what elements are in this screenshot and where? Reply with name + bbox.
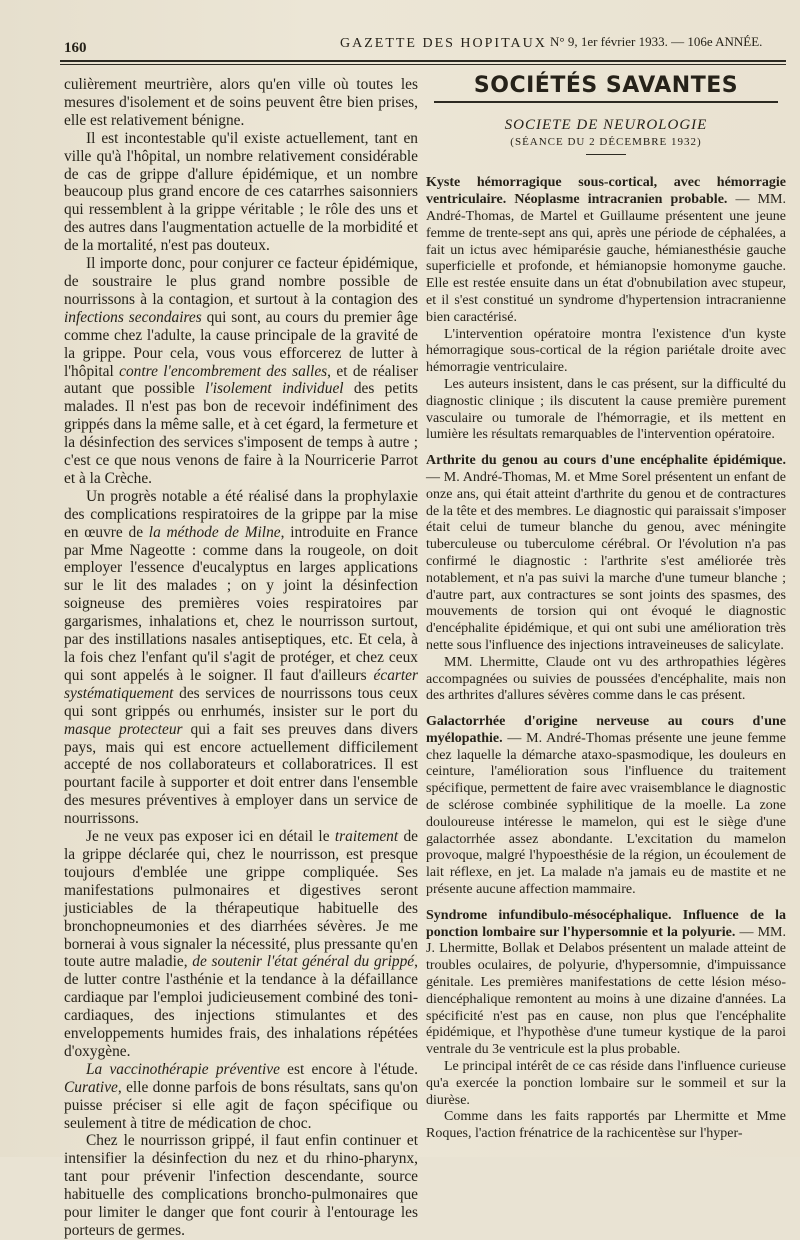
society-name: SOCIETE DE NEUROLOGIE xyxy=(504,116,708,133)
paragraph: Les auteurs insistent, dans le cas présent, sur la difficulté du diagnostic clinique ; ils discutent la cause première purement vasculaire ou tumorale de l'hémorragie, et ils mettent en lumière les résultats remarquables de l'intervention opératoire. xyxy=(426,376,786,443)
section-heading: SOCIÉTÉS SAVANTES xyxy=(473,73,739,98)
running-header xyxy=(0,0,800,58)
paragraph: culièrement meurtrière, alors qu'en ville où toutes les mesures d'isolement et de soins peuvent être bien prises, elle est relativement bénigne. xyxy=(64,76,418,129)
paragraph: MM. Lhermitte, Claude ont vu des arthropathies légères accompagnées ou suivies de poussées d'encéphalite, mais non des arthrites d'allures sévères comme dans le cas présent. xyxy=(426,654,786,704)
paragraph: Kyste hémorragique sous-cortical, avec hémorragie ventriculaire. Néoplasme intracranien probable. — MM. André-Thomas, de Martel et Guillaume présentent une jeune femme de trente-sept ans qui, après une période de céphalées, a fait un ictus avec hémiparésie gauche, hémianesthésie gauche superficielle et profonde, et hémianopsie homonyme gauche. Elle est restée ensuite dans un état d'obnubilation avec stupeur, et il s'est constitué un syndrome d'hypertension intracranienne bien caractérisé. xyxy=(426,175,786,325)
issue-info: N° 9, 1er février 1933. — 106e ANNÉE. xyxy=(550,34,763,49)
paragraph: Il est incontestable qu'il existe actuellement, tant en ville qu'à l'hôpital, un nombre relativement considérable de cas de grippe d'allure épidémique, et un nombre beaucoup plus grand encore de ces catarrhes saisonniers qui ressemblent à la grippe véritable ; le rôle des uns et des autres dans l'augmentation actuelle de la morbidité et de la mortalité, n'est pas douteux. xyxy=(64,129,418,255)
paragraph: Je ne veux pas exposer ici en détail le traitement de la grippe déclarée qui, chez le nourrisson, est presque toujours d'emblée une grippe compliquée. Ses manifestations pulmonaires et digestives seront justiciables de la thérapeutique habituelle des bronchopneumonies et des diarrhées sévères. Je me bornerai à vous signaler la nécessité, plus pressante qu'en toute autre maladie, de soutenir l'état général du grippé, de lutter contre l'asthénie et la tendance à la défaillance cardiaque par l'emploi judicieusement combiné des toni-cardiaques, des injections stimulantes et des enveloppements humides frais, des inhalations répétées d'oxygène. xyxy=(64,828,419,1060)
journal-title: GAZETTE DES HOPITAUX xyxy=(340,36,547,51)
page-number: 160 xyxy=(64,40,87,56)
paragraph: Le principal intérêt de ce cas réside dans l'influence curieuse qu'a exercée la ponction lombaire sur le sommeil et sur la diurèse. xyxy=(426,1059,786,1108)
short-rule xyxy=(586,154,626,155)
header-rule-thin xyxy=(60,64,786,65)
paragraph: Un progrès notable a été réalisé dans la prophylaxie des complications respiratoires de la grippe par la mise en œuvre de la méthode de Milne, introduite en France par Mme Nageotte : comme dans la rougeole, on doit employer l'essence d'eucalyptus en larges applications sur le lit des malades ; on y joint la désinfection soigneuse des premières voies respiratoires par gargarismes, inhalations et, chez le nourrisson surtout, par des instillations nasales antiseptiques, etc. Et cela, à la fois chez l'enfant qu'il s'agit de protéger, et chez ceux qui sont appelés à le soigner. Il faut d'ailleurs écarter systématiquement des services de nourrissons tous ceux qui sont grippés ou enrhumés, insister sur le port du masque protecteur qui a fait ses preuves dans divers pays, mais qui est encore actuellement difficilement accepté de nos collaborateurs et collaboratrices. Il est pourtant facile à supporter et doit entrer dans l'ensemble des mesures préventives à employer dans un service de nourrissons. xyxy=(64,487,418,828)
session-date: (SÉANCE DU 2 DÉCEMBRE 1932) xyxy=(510,135,702,148)
paragraph: Il importe donc, pour conjurer ce facteur épidémique, de soustraire le plus grand nombre possible de nourrissons à la contagion, et surtout à la contagion des infections secondaires qui sont, au cours du premier âge comme chez l'adulte, la cause principale de la gravité de la grippe. Pour cela, vous vous efforcerez de lutter à l'hôpital contre l'encombrement des salles, et de réaliser autant que possible l'isolement individuel des petits malades. Il n'est pas bon de recevoir indéfiniment des grippés dans la même salle, et à cet égard, la fermeture et la désinfection des services s'imposent de temps à autre ; c'est ce que nous venons de faire à la Nourricerie Parrot et à la Crèche. xyxy=(64,255,418,487)
right-column xyxy=(426,73,787,1143)
section-rule xyxy=(434,101,778,103)
paragraph: Arthrite du genou au cours d'une encéphalite épidémique. — M. André-Thomas, M. et Mme Sorel présentent un enfant de onze ans, qui était atteint d'arthrite du genou et de contractures de la tête et des membres. Le diagnostic qui paraissait s'imposer était celui de tumeur blanche du genou, avec méningite tuberculeuse ou tuberculome cérébral. Or l'évolution n'a pas confirmé le diagnostic : l'arthrite s'est améliorée très notablement, et n'a pas suivi la marche d'une tumeur blanche ; d'autre part, aux contractures se sont joints des spasmes, des mouvements de torsion qui ont évoqué le diagnostic d'encéphalite épidémique, et qui ont subi une amélioration très nette sous l'influence des injections intraveineuses de salicylate. xyxy=(426,453,786,653)
header-rule xyxy=(60,60,786,62)
paragraph: Chez le nourrisson grippé, il faut enfin continuer et intensifier la désinfection du nez et du rhino-pharynx, tant pour prévenir l'infection descendante, source habituelle des complications broncho-pulmonaires que pour limiter le danger que font courir à l'entourage les porteurs de germes. xyxy=(64,1132,418,1239)
paragraph: L'intervention opératoire montra l'existence d'un kyste hémorragique sous-cortical de la région pariétale droite avec hémorragie ventriculaire. xyxy=(426,326,786,376)
paragraph: Syndrome infundibulo-mésocéphalique. Influence de la ponction lombaire sur l'hypersomnie et la polyurie. — MM. J. Lhermitte, Bollak et Delabos présentent un malade atteint de troubles oculaires, de polyurie, d'hypersomnie, d'impuissance génitale. Les premières manifestations de cette lésion méso-diencéphalique remontent au moins à une dizaine d'années. La spécificité n'est pas en cause, non plus que l'encéphalite épidémique, et l'hypothèse d'une tumeur kystique de la paroi ventrale du 3e ventricule est la plus probable. xyxy=(426,907,787,1058)
paragraph: La vaccinothérapie préventive est encore à l'étude. Curative, elle donne parfois de bons résultats, sans qu'on puisse préciser si elle agit de façon spécifique ou seulement à titre de médication de choc. xyxy=(64,1060,418,1132)
left-column xyxy=(64,76,418,1240)
paragraph: Comme dans les faits rapportés par Lhermitte et Mme Roques, l'action frénatrice de la rachicentèse sur l'hyper- xyxy=(426,1109,786,1142)
paragraph: Galactorrhée d'origine nerveuse au cours d'une myélopathie. — M. André-Thomas présente une jeune femme chez laquelle la démarche ataxo-spasmodique, les douleurs en ceinture, l'amélioration sous l'influence du traitement spécifique, permettent de faire avec vraisemblance le diagnostic de sclérose combinée syphilitique de la moelle. La zone douloureuse intéresse le mamelon, qui est le siège d'une galactorrhée assez abondante. L'excitation du mamelon provoque, malgré l'hypoesthésie de la région, un écoulement de lait réflexe, en jet. La malade n'a jamais eu de mastite et ne présente aucune affection mammaire. xyxy=(426,714,786,898)
